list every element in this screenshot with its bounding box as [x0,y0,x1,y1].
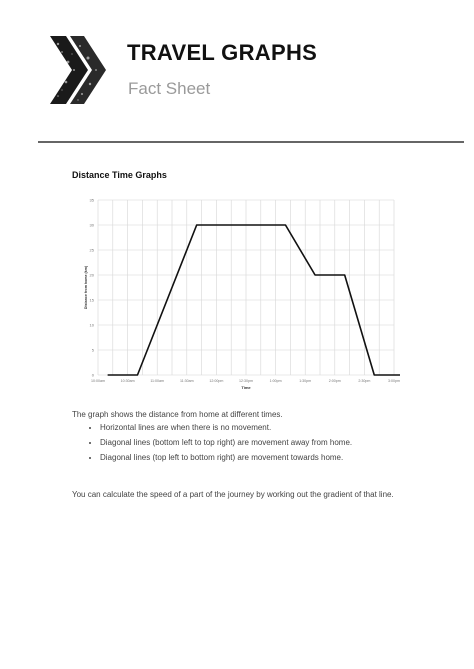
data-point [137,375,138,376]
x-tick-label: 3:00pm [388,379,400,383]
data-point [226,225,227,226]
x-tick-label: 11:30am [179,379,194,383]
page-title: TRAVEL GRAPHS [127,40,318,65]
page-subtitle: Fact Sheet [128,79,211,98]
outro-text: You can calculate the speed of a part of the journey by working out the gradient of that line. [72,490,394,499]
y-tick-label: 25 [89,247,94,253]
bullet-item: • Horizontal lines are when there is no movement. [100,422,440,433]
header-divider [38,141,464,143]
x-tick-label: 11:00am [150,379,165,383]
y-axis-label: Distance from home (km) [84,265,88,310]
bullet-item: • Diagonal lines (top left to bottom right) are movement towards home. [100,452,440,463]
x-tick-label: 12:30pm [239,379,253,383]
data-point [107,375,108,376]
x-axis-label: Time [241,385,251,390]
x-tick-label: 2:30pm [358,379,371,383]
data-point [285,225,286,226]
intro-text: The graph shows the distance from home at different times. [72,410,283,419]
x-tick-label: 10:00am [91,379,105,383]
y-tick-label: 35 [89,197,94,203]
y-tick-label: 5 [91,347,94,353]
data-point [344,275,345,276]
distance-time-chart [78,190,400,400]
data-point [315,275,316,276]
x-tick-label: 12:00pm [209,379,224,383]
y-tick-label: 15 [89,297,94,303]
x-tick-label: 1:30pm [299,379,312,383]
x-tick-label: 2:00pm [328,379,341,383]
bullet-item: • Diagonal lines (bottom left to top right) are movement away from home. [100,437,440,448]
data-point [196,225,197,226]
y-tick-label: 20 [89,272,94,278]
x-tick-label: 10:30am [120,379,135,383]
data-point [255,225,256,226]
x-tick-label: 1:00pm [269,379,282,383]
double-chevron-right-icon [48,34,106,106]
bullet-list [72,422,440,467]
y-tick-label: 0 [91,372,94,378]
data-point [374,375,375,376]
y-tick-label: 10 [89,322,94,328]
section-heading: Distance Time Graphs [72,170,167,180]
y-tick-label: 30 [89,222,94,228]
